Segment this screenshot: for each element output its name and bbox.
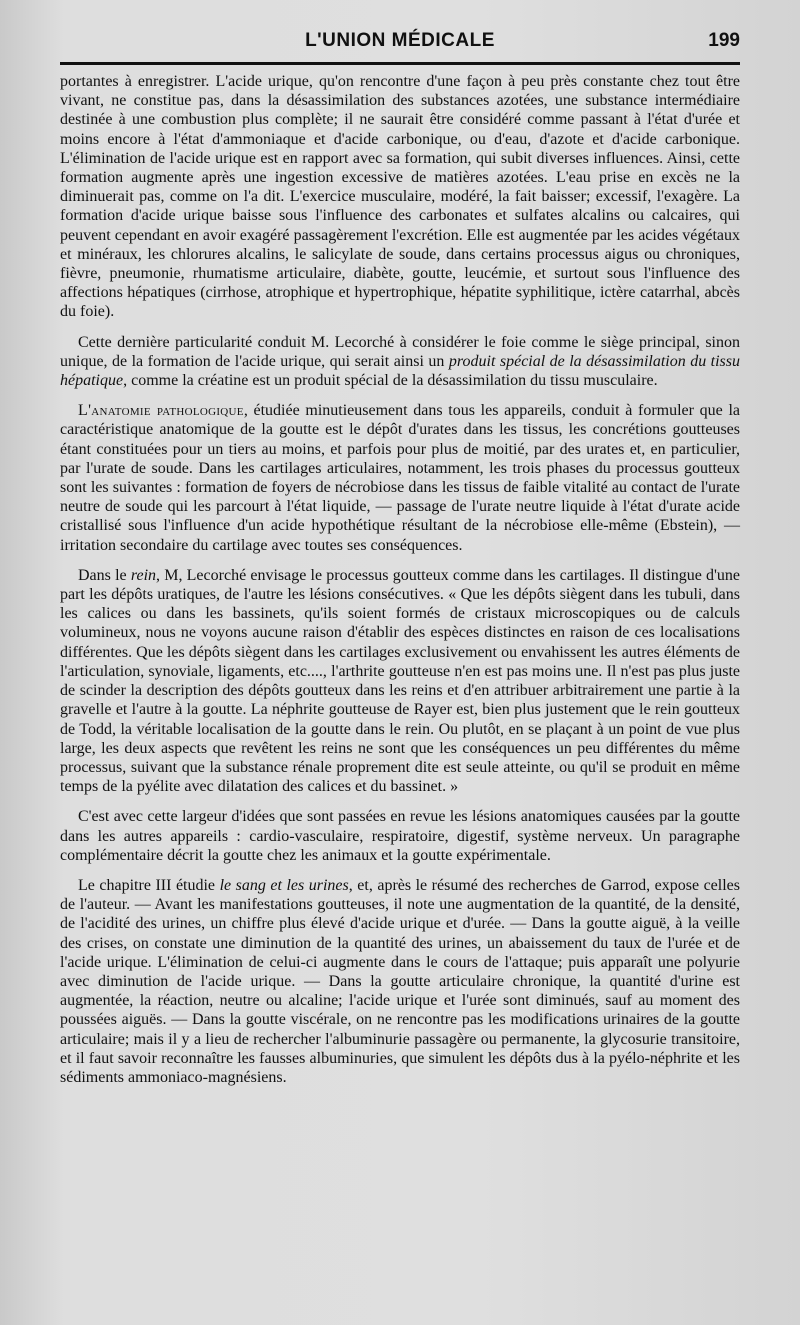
paragraph bbox=[60, 333, 740, 391]
paragraph-text: , étudiée minutieusement dans tous les appareils, conduit à formuler que la caractéristique anatomique de la goutte est le dépôt d'urates dans les tissus, les concrétions goutteuses étant constituées pour un tiers au moins, et parfois pour plus de moitié, par des urates et, en particulier, par l'urate de soude. Dans les cartilages articulaires, notamment, les trois phases du processus goutteux sont les suivantes : formation de foyers de nécrobiose dans les tissus de faible vitalité au contact de l'urate neutre de soude qui les parcourt à l'état liquide, — passage de l'urate neutre liquide à l'état d'urate acide cristallisé sous l'influence d'un acide hypothétique résultant de la nécrobiose elle-même (Ebstein), — irritation secondaire du cartilage avec toutes ses conséquences. bbox=[60, 402, 741, 554]
italic-phrase: rein bbox=[130, 566, 157, 584]
journal-title: L'UNION MÉDICALE bbox=[305, 30, 495, 51]
header-rule bbox=[60, 62, 740, 65]
paragraph bbox=[60, 876, 740, 1087]
paragraph bbox=[60, 807, 740, 865]
italic-phrase: le sang et les urines bbox=[219, 876, 349, 894]
page-header bbox=[60, 30, 740, 60]
article-body bbox=[60, 72, 740, 1098]
paragraph bbox=[60, 566, 740, 796]
paragraph-text: Cette dernière particularité conduit M. Lecorché à considérer le foie comme le siège principal, sinon unique, de la formation de l'acide urique, qui serait ainsi un bbox=[60, 333, 740, 370]
section-lead: L'anatomie pathologique bbox=[78, 402, 244, 420]
paragraph bbox=[60, 401, 740, 555]
paragraph-text: , comme la créatine est un produit spécial de la désassimilation du tissu musculaire. bbox=[123, 372, 658, 390]
paragraph-text: Le chapitre III étudie bbox=[78, 876, 220, 894]
paragraph-text: , M, Lecorché envisage le processus goutteux comme dans les cartilages. Il distingue d'une part les dépôts uratiques, de l'autre les lésions consécutives. « Que les dépôts siègent dans les tubuli, dans les calices ou dans les bassinets, qu'ils soient formés de cristaux microscopiques ou de calculs volumineux, nous ne voyons aucune raison d'établir des espèces distinctes en raison de ces localisations différentes. Que les dépôts siègent dans les cartilages exclusivement ou envahissent les autres éléments de l'articulation, synoviale, ligaments, etc...., l'arthrite goutteuse n'en est pas moins une. Il n'est pas plus juste de scinder la description des dépôts goutteux dans les reins et d'en attribuer arbitrairement une partie à la gravelle et l'autre à la goutte. La néphrite goutteuse de Rayer est, bien plus justement que le rein goutteux de Todd, la véritable localisation de la goutte dans le rein. Ou plutôt, en se plaçant à un point de vue plus large, les deux aspects que revêtent les reins ne sont que les conséquences un peu différentes du même processus, suivant que la substance rénale proprement dite est seule atteinte, ou qu'il se produit en même temps de la pyélite avec dilatation des calices et du bassinet. » bbox=[60, 566, 741, 796]
italic-phrase: produit spécial de la désassimilation du tissu hépatique bbox=[60, 352, 741, 390]
paragraph-text: C'est avec cette largeur d'idées que sont passées en revue les lésions anatomiques causées par la goutte dans les autres appareils : cardio-vasculaire, respiratoire, digestif, système nerveux. Un paragraphe complémentaire décrit la goutte chez les animaux et la goutte expérimentale. bbox=[60, 808, 740, 864]
paragraph-text: portantes à enregistrer. L'acide urique, qu'on rencontre d'une façon à peu près constante chez tout être vivant, ne constitue pas, dans la désassimilation des substances azotées, une substance intermédiaire destinée à une combustion plus complète; il ne saurait être considéré comme passant à l'état d'urée et moins encore à l'état d'ammoniaque et d'acide carbonique, ou d'eau, d'azote et d'acide carbonique. L'élimination de l'acide urique est en rapport avec sa formation, qui subit diverses influences. Ainsi, cette formation augmente après une ingestion excessive de matières azotées. L'eau prise en excès ne la diminuerait pas, comme on l'a dit. L'exercice musculaire, modéré, la fait baisser; excessif, l'exagère. La formation d'acide urique baisse sous l'influence des carbonates et sulfates alcalins ou calcaires, qui peuvent cependant en avoir exagéré passagèrement l'excrétion. Elle est augmentée par les acides végétaux et minéraux, les chlorures alcalins, le salicylate de soude, dans certains processus aigus ou chroniques, fièvre, pneumonie, rhumatisme articulaire, diabète, goutte, leucémie, et surtout sous l'influence des affections hépatiques (cirrhose, atrophique et hypertrophique, hépatite syphilitique, ictère catarrhal, abcès du foie). bbox=[60, 73, 740, 321]
paragraph-text: , et, après le résumé des recherches de Garrod, expose celles de l'auteur. — Avant les manifestations goutteuses, il note une augmentation de la quantité, de la densité, de l'acidité des urines, un chiffre plus élevé d'acide urique et d'urée. — Dans la goutte aiguë, à la veille des crises, on constate une diminution de la quantité des urines, un abaissement du taux de l'urée et de l'acide urique. L'élimination de celui-ci augmente dans le cours de l'attaque; puis apparaît une polyurie avec diminution de l'acide urique. — Dans la goutte articulaire chronique, la quantité d'urine est augmentée, la réaction, neutre ou alcaline; l'acide urique et l'urée sont diminués, sauf au moment des poussées aiguës. — Dans la goutte viscérale, on ne rencontre pas les modifications urinaires de la goutte articulaire; mais il y a lieu de rechercher l'albuminurie passagère ou permanente, la glycosurie transitoire, et il faut savoir reconnaître les fausses albuminuries, que simulent les dépôts dus à la pyélo-néphrite et les sédiments ammoniaco-magnésiens. bbox=[60, 876, 740, 1086]
paragraph-text: Dans le bbox=[78, 566, 131, 584]
paragraph bbox=[60, 72, 740, 322]
page-number: 199 bbox=[708, 30, 740, 51]
